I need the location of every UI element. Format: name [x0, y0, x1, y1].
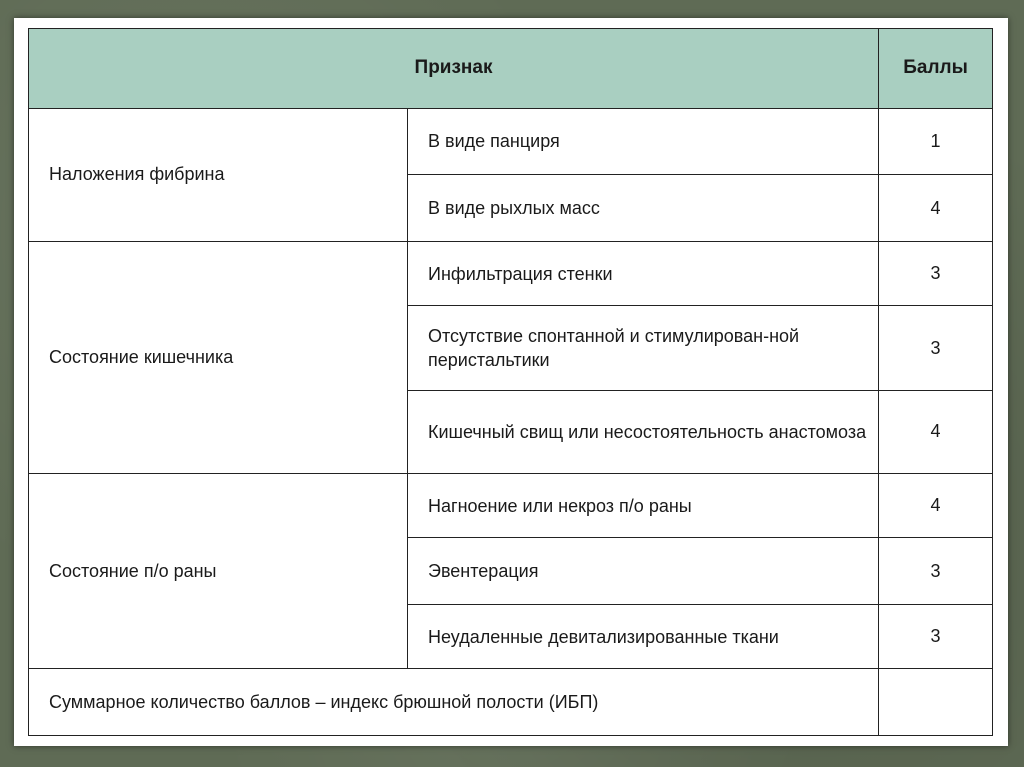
row-text: Инфильтрация стенки — [408, 241, 879, 306]
header-sign: Признак — [29, 29, 879, 109]
scoring-table — [28, 28, 993, 736]
row-text: Нагноение или некроз п/о раны — [408, 473, 879, 538]
table-row — [29, 473, 993, 538]
row-score: 4 — [879, 391, 993, 474]
row-text: В виде рыхлых масс — [408, 175, 879, 242]
row-score: 4 — [879, 175, 993, 242]
row-score: 3 — [879, 306, 993, 391]
row-score: 4 — [879, 473, 993, 538]
header-points: Баллы — [879, 29, 993, 109]
row-text: В виде панциря — [408, 108, 879, 175]
row-text: Неудаленные девитализированные ткани — [408, 604, 879, 669]
row-text: Отсутствие спонтанной и стимулирован-ной перистальтики — [408, 306, 879, 391]
row-text: Кишечный свищ или несостоятельность анастомоза — [408, 391, 879, 474]
total-score — [879, 669, 993, 736]
row-text: Эвентерация — [408, 538, 879, 605]
total-row — [29, 669, 993, 736]
header-row — [29, 29, 993, 109]
slide — [14, 18, 1008, 746]
row-score: 3 — [879, 241, 993, 306]
row-score: 3 — [879, 538, 993, 605]
group-label: Состояние кишечника — [29, 241, 408, 473]
row-score: 3 — [879, 604, 993, 669]
table-row — [29, 108, 993, 175]
table-row — [29, 241, 993, 306]
row-score: 1 — [879, 108, 993, 175]
group-label: Состояние п/о раны — [29, 473, 408, 669]
total-label: Суммарное количество баллов – индекс брюшной полости (ИБП) — [29, 669, 879, 736]
group-label: Наложения фибрина — [29, 108, 408, 241]
